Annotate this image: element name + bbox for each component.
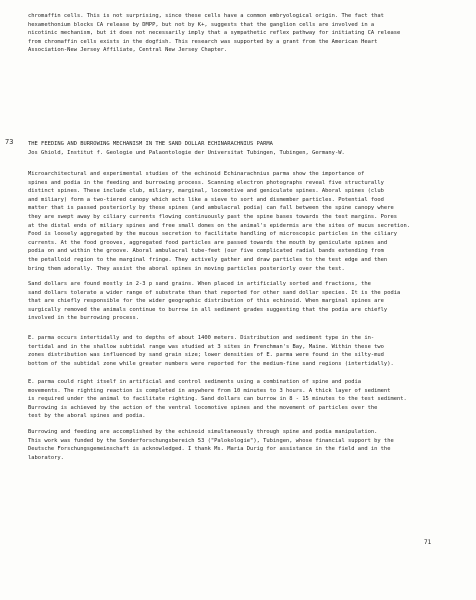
paragraph-2: [28, 280, 460, 323]
body-line: Microarchitectural and experimental studies of the echinoid Echinarachnius parma show the importance of: [28, 171, 365, 177]
paragraph-5: [28, 428, 460, 462]
body-line: bottom of the subtidal zone while greater numbers were reported for the medium-fine sand regions (intertidally).: [28, 360, 394, 367]
body-line: Burrowing is achieved by the action of the ventral locomotive spines and the movement of particles over the: [28, 404, 378, 411]
body-line: is required under the animal to facilitate righting. Sand dollars can burrow in 8 - 15 minutes to the test sediment.: [28, 396, 407, 403]
paragraph-1: [28, 170, 460, 273]
body-line: at the distal ends of miliary spines and free small domes on the animal's epidermis are the sites of mucus secretion.: [28, 222, 411, 229]
body-line: that are chiefly responsible for the wider geographic distribution of this echinoid. When marginal spines are: [28, 298, 384, 305]
body-line: sand dollars tolerate a wider range of substrate than that reported for other sand dollar species. It is the podia: [28, 289, 401, 296]
body-line: matter that is passed posteriorly by these spines (and ambulacral podia) can fall between the spine canopy where: [28, 205, 394, 212]
body-line: bring them adorally. They assist the aboral spines in moving particles posteriorly over the test.: [28, 265, 345, 272]
title-line: THE FEEDING AND BURROWING MECHANISM IN THE SAND DOLLAR ECHINARACHNIUS PARMA: [28, 141, 273, 147]
intro-paragraph: [28, 12, 460, 55]
body-line: Sand dollars are found mostly in 2-3 p sand grains. When placed in artificially sorted and fractions, the: [28, 281, 371, 287]
page-number: 71: [424, 539, 432, 546]
body-line: This work was funded by the Sonderforschungsbereich 53 ("Palokologie"), Tubingen, whose financial support by the: [28, 437, 394, 444]
body-line: surgically removed the animals continue to burrow in all sediment grades suggesting that the podia are chiefly: [28, 306, 388, 313]
intro-line: nicotinic mechanism, but it does not necessarily imply that a sympathetic reflex pathway for initiating CA release: [28, 30, 401, 37]
body-line: Food is loosely aggregated by the mucous secretion to facilitate handling of microscopic particles in the ciliary: [28, 231, 397, 238]
body-line: distinct spines. These include club, miliary, marginal, locomotive and geniculate spines. Aboral spines (club: [28, 188, 384, 195]
body-line: they are swept away by ciliary currents flowing continuously past the spine bases towards the test margins. Pores: [28, 213, 397, 220]
article-title: [28, 140, 460, 157]
body-line: tertidal and in the shallow subtidal range was studied at 3 sites in Frenchman's Bay, Maine. Within these two: [28, 343, 384, 350]
body-line: Burrowing and feeding are accomplished by the echinoid simultaneously through spine and podia manipulation.: [28, 429, 378, 435]
paragraph-3: [28, 334, 460, 368]
body-line: E. parma occurs intertidally and to depths of about 1400 meters. Distribution and sediment type in the in-: [28, 335, 375, 341]
intro-line: chromaffin cells. This is not surprising, since these cells have a common embryological origin. The fact that: [28, 13, 384, 19]
body-line: the petalloid region to the marginal fringe. They actively gather and draw particles to the test edge and then: [28, 256, 388, 263]
intro-line: Association-New Jersey Affiliate, Central New Jersey Chapter.: [28, 47, 228, 54]
body-line: currents. At the food grooves, aggregated food particles are passed towards the mouth by geniculate spines and: [28, 239, 388, 246]
body-line: movements. The righting reaction is completed in anywhere from 10 minutes to 3 hours. A thick layer of sediment: [28, 387, 391, 394]
body-line: and miliary) form a two-tiered canopy which acts like a sieve to sort and dismember particles. Potential food: [28, 196, 384, 203]
body-line: zones distribution was influenced by sand grain size; lower densities of E. parma were found in the silty-mud: [28, 352, 384, 359]
body-line: involved in the burrowing process.: [28, 315, 140, 322]
body-line: test by the aboral spines and podia.: [28, 413, 146, 420]
body-line: podia on and within the groove. Aboral ambulacral tube-feet (our five complicated radial bands extending from: [28, 248, 384, 255]
intro-line: hexamethonium blocks CA release by DMPP, but not by K+, suggests that the ganglion cells are involved in a: [28, 21, 375, 28]
body-line: E. parma could right itself in artificial and control sediments using a combination of spine and podia: [28, 379, 362, 385]
body-line: laboratory.: [28, 454, 64, 461]
intro-line: from chromaffin cells exists in the dogfish. This research was supported by a grant from the American Heart: [28, 38, 378, 45]
margin-handwritten-mark: 73: [5, 138, 14, 146]
body-line: Deutsche Forschungsgemeinschaft is acknowledged. I thank Ms. Maria Durig for assistance in the field and in the: [28, 446, 391, 453]
paragraph-4: [28, 378, 460, 421]
author-line: Jos Ghiold, Institut f. Geologie und Palaontologie der Universitat Tubingen, Tubingen, Germany-W.: [28, 149, 345, 156]
body-line: spines and podia in the feeding and burrowing process. Scanning electron photographs reveal five structurally: [28, 179, 384, 186]
